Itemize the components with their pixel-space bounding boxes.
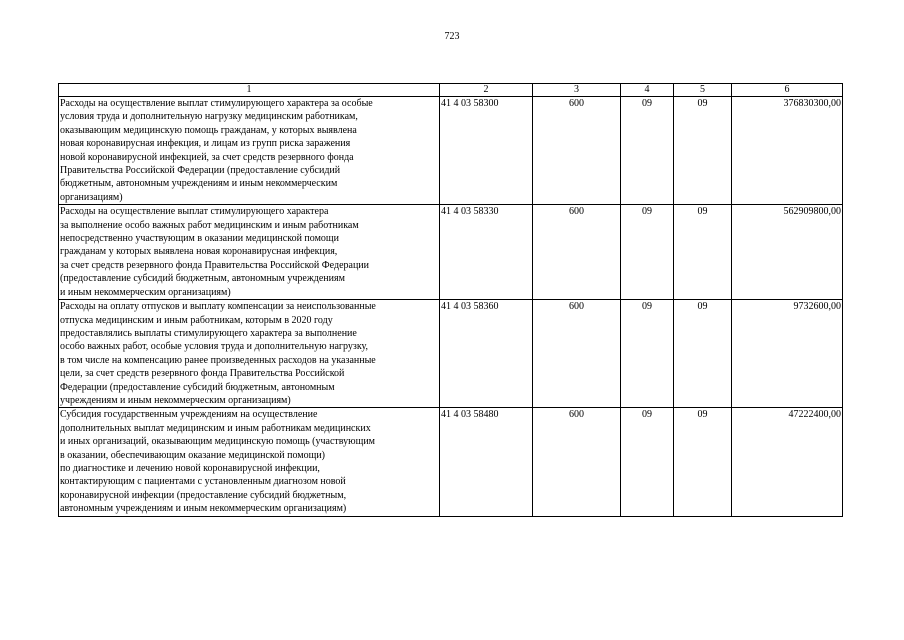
row-description: Расходы на осуществление выплат стимулирующего характера за особые условия труда и дополнительную нагрузку медицинским работникам, оказывающим медицинскую помощь гражданам, у которых выявлена новая коронавирусная инфекция, и лицам из групп риска заражения новой коронавирусной инфекцией, за счет средств резервного фонда Правительства Российской Федерации (предоставление субсидий бюджетным, автономным учреждениям и иным некоммерческим организациям) — [59, 97, 440, 205]
row-vr-code: 600 — [533, 300, 621, 408]
header-cell-6: 6 — [732, 84, 843, 97]
row-pr-code: 09 — [674, 97, 732, 205]
budget-table — [58, 83, 843, 517]
table-row — [59, 300, 843, 408]
row-csr-code: 41 4 03 58480 — [440, 408, 533, 516]
row-csr-code: 41 4 03 58360 — [440, 300, 533, 408]
row-rz-code: 09 — [621, 408, 674, 516]
table-row — [59, 408, 843, 516]
page-number: 723 — [444, 31, 460, 42]
row-amount: 562909800,00 — [732, 205, 843, 300]
row-pr-code: 09 — [674, 300, 732, 408]
header-row — [59, 84, 843, 97]
table-row — [59, 97, 843, 205]
row-amount: 47222400,00 — [732, 408, 843, 516]
row-description: Расходы на осуществление выплат стимулирующего характера за выполнение особо важных работ медицинским и иным работникам непосредственно участвующим в оказании медицинской помощи гражданам у которых выявлена новая коронавирусная инфекция, за счет средств резервного фонда Правительства Российской Федерации (предоставление субсидий бюджетным, автономным учреждениям и иным некоммерческим организациям) — [59, 205, 440, 300]
row-rz-code: 09 — [621, 97, 674, 205]
row-vr-code: 600 — [533, 97, 621, 205]
row-description: Расходы на оплату отпусков и выплату компенсации за неиспользованные отпуска медицинским и иным работникам, которым в 2020 году предоставлялись выплаты стимулирующего характера за выполнение особо важных работ, особые условия труда и дополнительную нагрузку, в том числе на компенсацию ранее произведенных расходов на указанные цели, за счет средств резервного фонда Правительства Российской Федерации (предоставление субсидий бюджетным, автономным учреждениям и иным некоммерческим организациям) — [59, 300, 440, 408]
header-cell-2: 2 — [440, 84, 533, 97]
header-cell-1: 1 — [59, 84, 440, 97]
row-csr-code: 41 4 03 58300 — [440, 97, 533, 205]
row-vr-code: 600 — [533, 408, 621, 516]
row-vr-code: 600 — [533, 205, 621, 300]
row-amount: 376830300,00 — [732, 97, 843, 205]
row-rz-code: 09 — [621, 205, 674, 300]
row-pr-code: 09 — [674, 205, 732, 300]
row-description: Субсидия государственным учреждениям на осуществление дополнительных выплат медицинским и иным работникам медицинских и иных организаций, оказывающим медицинскую помощь (участвующим в оказании, обеспечивающим оказание медицинской помощи) по диагностике и лечению новой коронавирусной инфекции, контактирующим с пациентами с установленным диагнозом новой коронавирусной инфекции (предоставление субсидий бюджетным, автономным учреждениям и иным некоммерческим организациям) — [59, 408, 440, 516]
row-amount: 9732600,00 — [732, 300, 843, 408]
row-pr-code: 09 — [674, 408, 732, 516]
header-cell-3: 3 — [533, 84, 621, 97]
row-csr-code: 41 4 03 58330 — [440, 205, 533, 300]
header-cell-4: 4 — [621, 84, 674, 97]
table-row — [59, 205, 843, 300]
row-rz-code: 09 — [621, 300, 674, 408]
header-cell-5: 5 — [674, 84, 732, 97]
